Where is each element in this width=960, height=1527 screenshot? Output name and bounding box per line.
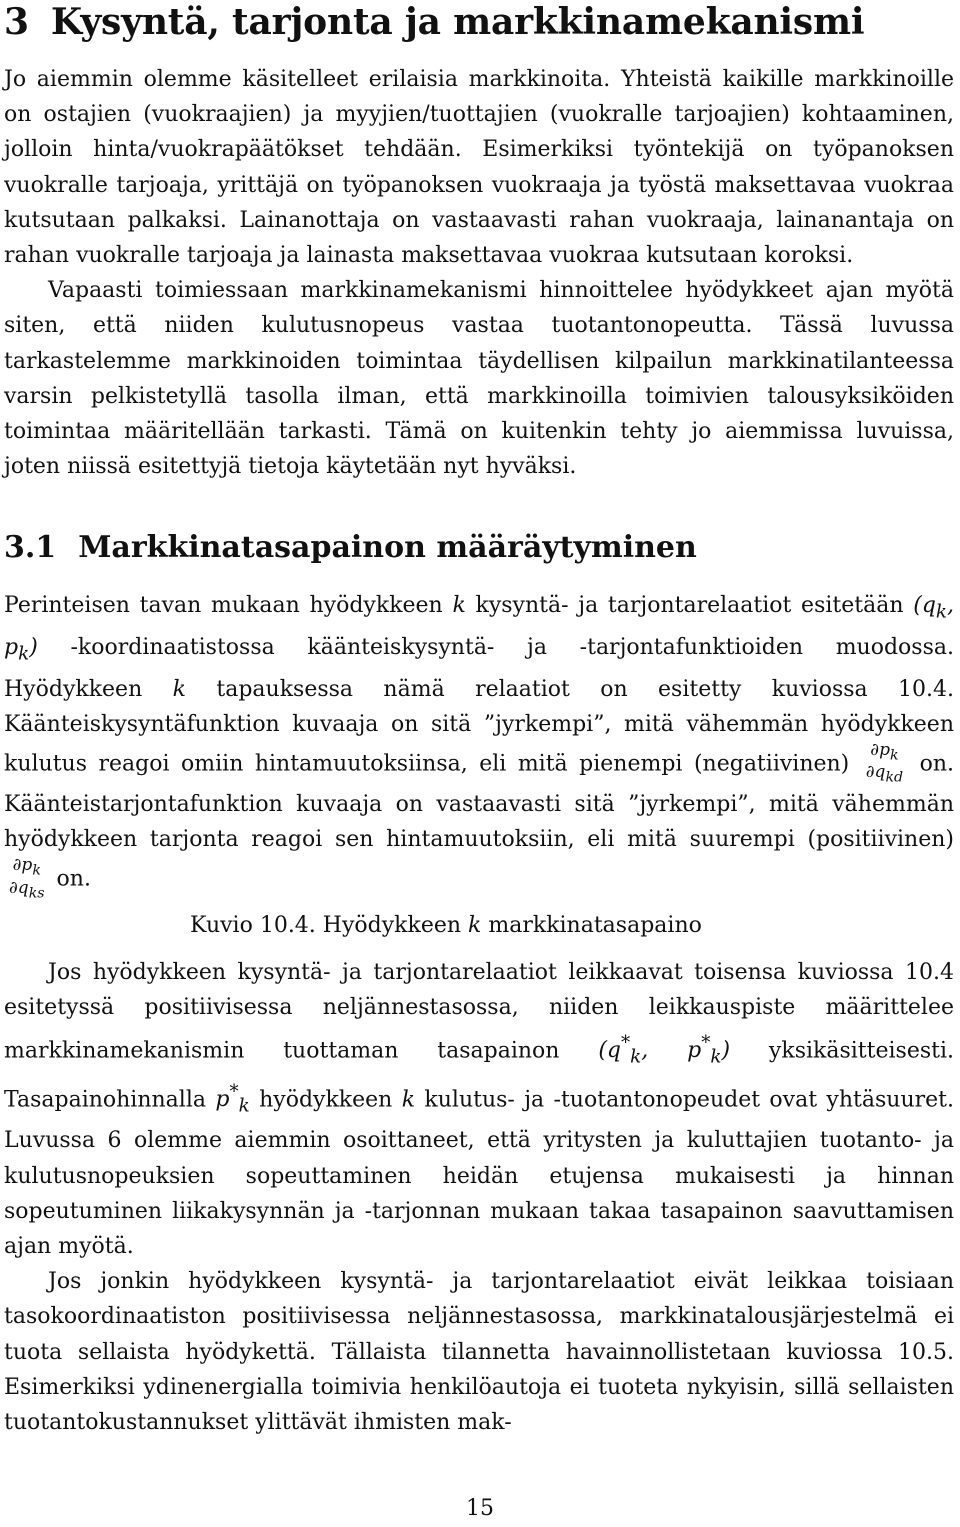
math-k: k [452, 593, 466, 619]
page-number: 15 [466, 1496, 494, 1521]
section-title: Kysyntä, tarjonta ja markkinamekanismi [50, 1, 865, 43]
math-equilibrium-point: ($q^*_k$, $p^*_k$) [598, 1032, 731, 1068]
math-equilibrium-price: $p^*_k$ [215, 1081, 250, 1117]
paragraph-market-mechanism: Vapaasti toimiessaan markkinamekanismi hinnoittelee hyödykkeet ajan myötä siten, että niiden kulutusnopeus vastaa tuotantonopeutta. Tässä luvussa tarkastelemme markkinoiden toimintaa täydellisen kilpailun markkinatilanteessa varsin pelkistetyllä tasolla ilman, että markkinoilla toimivien talousyksiköiden toimintaa määritellään tarkasti. Tämä on kuitenkin tehty jo aiemmissa luvuissa, joten niissä esitettyjä tietoja käytetään nyt hyväksi. [4, 278, 954, 480]
subsection-title: Markkinatasapainon määräytyminen [78, 530, 697, 566]
subsection-heading [4, 528, 954, 568]
paragraph-intro: Jo aiemmin olemme käsitelleet erilaisia markkinoita. Yhteistä kaikille markkinoille on ostajien (vuokraajien) ja myyjien/tuottajien (vuokralle tarjoajien) kohtaaminen, jolloin hinta/vuokrapäätökset tehdään. Esimerkiksi työntekijä on työpanoksen vuokralle tarjoaja, yrittäjä on työpanoksen vuokraaja ja työstä maksettavaa vuokraa kutsutaan palkaksi. Lainanottaja on vastaavasti rahan vuokraaja, lainanantaja on rahan vuokralle tarjoaja ja lainasta maksettavaa vuokraa kutsutaan koroksi. [4, 67, 954, 269]
derivative-demand-fraction: $\partial p_k$ $\partial q_{kd}$ [865, 740, 904, 786]
subsection-number: 3.1 [4, 530, 57, 566]
derivative-supply-fraction: $\partial p_k$ $\partial q_{ks}$ [9, 855, 45, 901]
section-heading [4, 0, 954, 42]
paragraph-equilibrium: Jos hyödykkeen kysyntä- ja tarjontarelaatiot leikkaavat toisensa kuviossa 10.4 esitetyssä positiivisessa neljännestasossa, niiden leikkauspiste määrittelee markkinamekanismin tuottaman tasapainon ($q^*_k$, $p^*_k$) yksikäsitteisesti. Tasapainohinnalla $p^*_k$ hyödykkeen k kulutus- ja -tuotantonopeudet ovat yhtäsuuret. Luvussa 6 olemme aiemmin osoittaneet, että yritysten ja kuluttajien tuotanto- ja kulutusnopeuksien sopeuttaminen heidän etujensa mukaisesti ja hinnan sopeutuminen liikakysynnän ja -tarjonnan mukaan takaa tasapainon saavuttamisen ajan myötä. [4, 960, 954, 1260]
section-number: 3 [4, 1, 29, 43]
figure-caption: Kuvio 10.4. Hyödykkeen k markkinatasapaino [190, 913, 702, 938]
document-page [4, 0, 954, 1440]
paragraph-demand-supply: Perinteisen tavan mukaan hyödykkeen k kysyntä- ja tarjontarelaatiot esitetään ($q_k$, $p_k$) -koordinaatistossa käänteiskysyntä- ja -tarjontafunktioiden muodossa. Hyödykkeen k tapauksessa nämä relaatiot on esitetty kuviossa 10.4. Käänteiskysyntäfunktion kuvaaja on sitä ”jyrkempi”, mitä vähemmän hyödykkeen kulutus reagoi omiin hintamuutoksiinsa, eli mitä pienempi (negatiivinen) $\partial p_k$ $\partial q_{kd}$ on. Käänteistarjontafunktion kuvaaja on vastaavasti sitä ”jyrkempi”, mitä vähemmän hyödykkeen tarjonta reagoi sen hintamuutoksiin, eli mitä suurempi (positiivinen) $\partial p_k$ $\partial q_{ks}$ on. [4, 593, 955, 901]
paragraph-no-intersection: Jos jonkin hyödykkeen kysyntä- ja tarjontarelaatiot eivät leikkaa toisiaan tasokoordinaatiston positiivisessa neljännestasossa, markkinatalousjärjestelmä ei tuota sellaista hyödykettä. Tällaista tilannetta havainnollistetaan kuviossa 10.5. Esimerkiksi ydinenergialla toimivia henkilöautoja ei tuoteta nykyisin, sillä sellaisten tuotantokustannukset ylittävät ihmisten mak- [4, 1269, 954, 1436]
math-k: k [172, 676, 186, 702]
math-coordinates: ($q_k$, $p_k$) [4, 593, 955, 665]
